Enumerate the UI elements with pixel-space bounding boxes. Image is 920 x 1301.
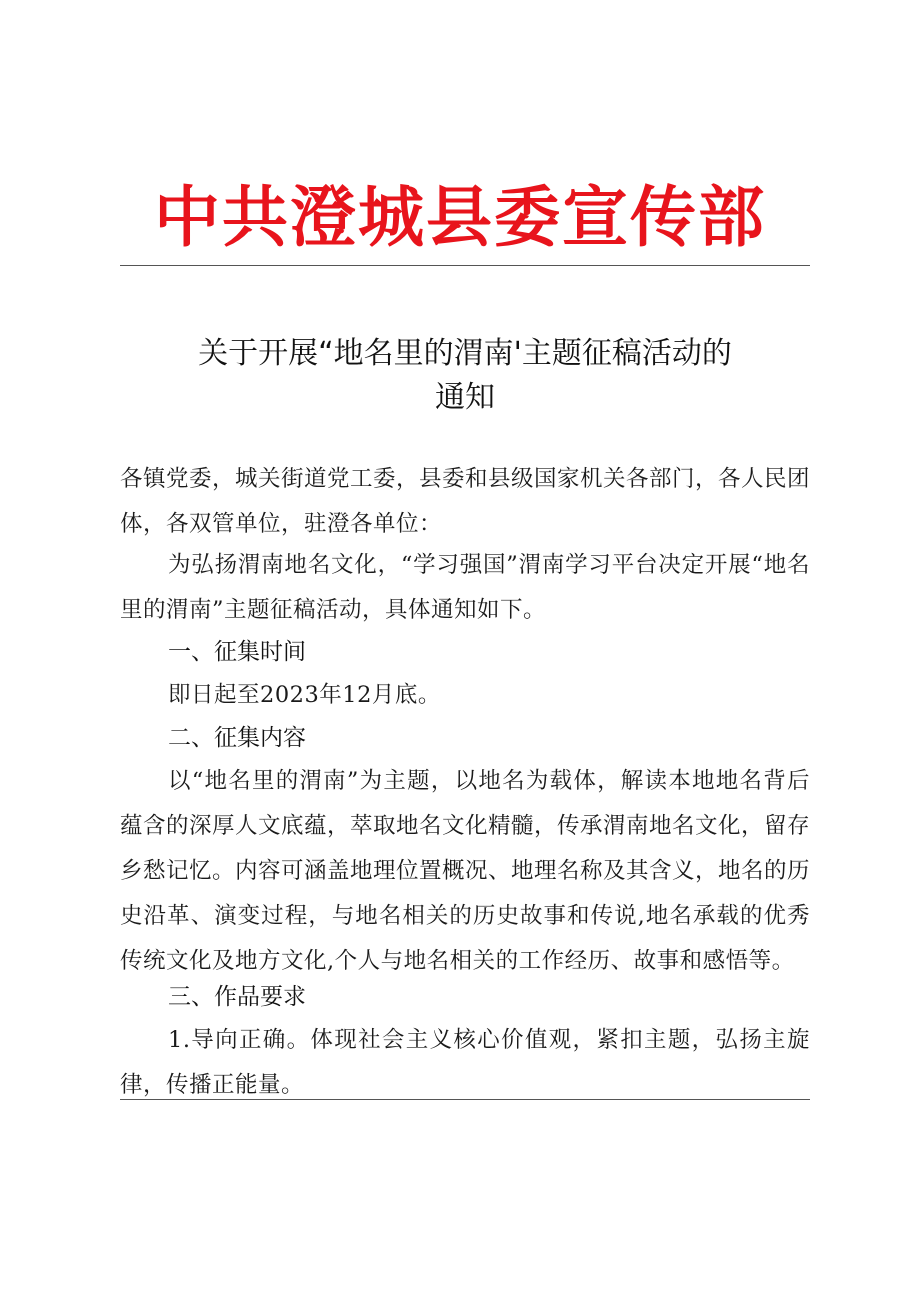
section2-heading: 二、征集内容 [168,725,306,751]
footer-divider [120,1099,810,1100]
notice-title-line1: 关于开展“地名里的渭南'主题征稿活动的 [198,336,732,371]
recipients-paragraph: 各镇党委，城关街道党工委，县委和县级国家机关各部门，各人民团体，各双管单位，驻澄各单位： [120,466,811,537]
notice-title [120,332,810,420]
intro-paragraph: 为弘扬渭南地名文化，“学习强国”渭南学习平台决定开展“地名里的渭南”主题征稿活动，具体通知如下。 [120,552,810,623]
section2-body: 以“地名里的渭南”为主题，以地名为载体，解读本地地名背后蕴含的深厚人文底蕴，萃取地名文化精髓，传承渭南地名文化，留存乡愁记忆。内容可涵盖地理位置概况、地理名称及其含义，地名的历史沿革、演变过程，与地名相关的历史故事和传说,地名承载的优秀传统文化及地方文化,个人与地名相关的工作经历、故事和感悟等。 [120,768,811,974]
section1-heading: 一、征集时间 [168,639,306,665]
notice-title-line2: 通知 [435,380,495,415]
red-header-org-name: 中共澄城县委宣传部 [154,179,766,256]
section3-item1: 1.导向正确。体现社会主义核心价值观，紧扣主题，弘扬主旋律，传播正能量。 [120,1027,810,1098]
section3-heading: 三、作品要求 [168,984,306,1010]
section1-body: 即日起至2023年12月底。 [168,682,441,708]
header-divider [120,265,810,266]
